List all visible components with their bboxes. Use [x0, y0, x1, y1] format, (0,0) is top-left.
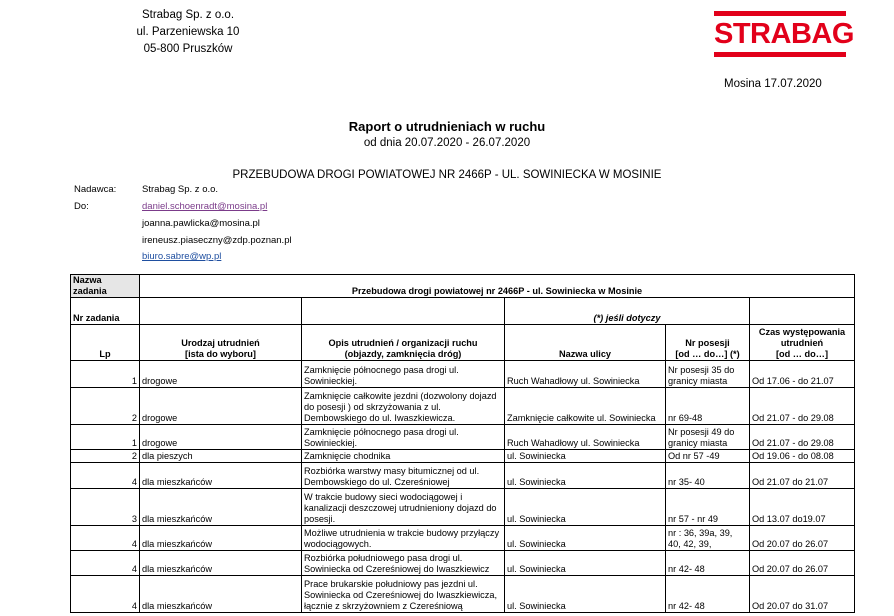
col-header-duration-line1: Czas występowania utrudnień [758, 327, 846, 348]
table-row [71, 489, 855, 526]
cell-property-no: nr 57 - nr 49 [666, 489, 750, 526]
task-number-row [71, 298, 855, 325]
cell-duration: Od 20.07 do 26.07 [750, 551, 855, 576]
logo-wordmark: STRABAG [714, 18, 854, 50]
table-row [71, 450, 855, 463]
recipient-email-link[interactable]: daniel.schoenradt@mosina.pl [142, 201, 268, 212]
col-header-type-line1: Urodzaj utrudnień [181, 338, 260, 348]
company-name: Strabag Sp. z o.o. [141, 9, 235, 21]
cell-type: dla mieszkańców [140, 551, 302, 576]
company-city: 05-800 Pruszków [143, 43, 233, 55]
cell-duration: Od 17.06 - do 21.07 [750, 361, 855, 388]
cell-type: drogowe [140, 425, 302, 450]
col-header-lp: Lp [71, 325, 140, 361]
company-street: ul. Parzeniewska 10 [136, 26, 240, 38]
empty-cell [750, 298, 855, 325]
cell-property-no: nr 42- 48 [666, 576, 750, 613]
cell-property-no: Od nr 57 -49 [666, 450, 750, 463]
cell-street: ul. Sowiniecka [505, 489, 666, 526]
cell-duration: Od 20.07 do 31.07 [750, 576, 855, 613]
company-address [118, 7, 258, 58]
table-row [71, 463, 855, 489]
cell-lp: 4 [71, 526, 140, 551]
empty-cell [302, 298, 505, 325]
cell-description: Prace brukarskie południowy pas jezdni ul. Sowiniecka od Czereśniowej do Iwaszkiewicza, łącznie z skrzyżowniem z Czereśniową [302, 576, 505, 613]
cell-street: ul. Sowiniecka [505, 450, 666, 463]
strabag-logo [714, 11, 854, 57]
recipient-email: joanna.pawlicka@mosina.pl [142, 218, 260, 229]
cell-lp: 2 [71, 388, 140, 425]
cell-property-no: Nr posesji 49 do granicy miasta [666, 425, 750, 450]
col-header-description-line2: (objazdy, zamknięcia dróg) [344, 349, 462, 359]
cell-description: W trakcie budowy sieci wodociągowej i kanalizacji deszczowej utrudnieniony dojazd do posesji. [302, 489, 505, 526]
cell-type: drogowe [140, 361, 302, 388]
col-header-duration-line2: [od … do…] [775, 349, 829, 359]
optional-note: (*) jeśli dotyczy [505, 298, 750, 325]
cell-street: ul. Sowiniecka [505, 551, 666, 576]
cell-property-no: Nr posesji 35 do granicy miasta [666, 361, 750, 388]
cell-property-no: nr 35- 40 [666, 463, 750, 489]
recipient-email-link[interactable]: biuro.sabre@wp.pl [142, 251, 222, 262]
table-row [71, 425, 855, 450]
cell-lp: 3 [71, 489, 140, 526]
col-header-type [140, 325, 302, 361]
cell-duration: Od 21.07 do 21.07 [750, 463, 855, 489]
report-period: od dnia 20.07.2020 - 26.07.2020 [363, 137, 531, 149]
cell-type: dla mieszkańców [140, 463, 302, 489]
cell-street: ul. Sowiniecka [505, 576, 666, 613]
sender-label: Nadawca: [74, 184, 117, 195]
cell-type: dla mieszkańców [140, 489, 302, 526]
cell-lp: 4 [71, 463, 140, 489]
sender-value: Strabag Sp. z o.o. [142, 184, 219, 195]
cell-duration: Od 20.07 do 26.07 [750, 526, 855, 551]
task-number-label: Nr zadania [71, 298, 140, 325]
col-header-property-no-line1: Nr posesji [685, 338, 730, 348]
col-header-duration [750, 325, 855, 361]
place-date: Mosina 17.07.2020 [724, 78, 822, 90]
cell-duration: Od 21.07 - do 29.08 [750, 388, 855, 425]
cell-street: Ruch Wahadłowy ul. Sowiniecka [505, 425, 666, 450]
table-row [71, 551, 855, 576]
col-header-description [302, 325, 505, 361]
cell-lp: 4 [71, 551, 140, 576]
recipient-email: ireneusz.piaseczny@zdp.poznan.pl [142, 235, 292, 246]
col-header-description-line1: Opis utrudnień / organizacji ruchu [328, 338, 478, 348]
to-label: Do: [74, 201, 89, 212]
cell-street: ul. Sowiniecka [505, 526, 666, 551]
col-header-type-line2: [ista do wyboru] [185, 349, 256, 359]
cell-lp: 2 [71, 450, 140, 463]
project-title: PRZEBUDOWA DROGI POWIATOWEJ NR 2466P - UL. SOWINIECKA W MOSINIE [232, 169, 662, 181]
cell-type: dla mieszkańców [140, 576, 302, 613]
col-header-property-no [666, 325, 750, 361]
table-row [71, 361, 855, 388]
cell-type: drogowe [140, 388, 302, 425]
table-header-row [71, 325, 855, 361]
table-row [71, 576, 855, 613]
cell-property-no: nr 69-48 [666, 388, 750, 425]
cell-lp: 4 [71, 576, 140, 613]
cell-lp: 1 [71, 361, 140, 388]
task-name-row [71, 275, 855, 298]
cell-type: dla pieszych [140, 450, 302, 463]
cell-description: Rozbiórka południowego pasa drogi ul. Sowiniecka od Czereśniowej do Iwaszkiewicz [302, 551, 505, 576]
disruption-table [70, 274, 855, 613]
cell-description: Zamknięcie chodnika [302, 450, 505, 463]
cell-property-no: nr : 36, 39a, 39, 40, 42, 39, [666, 526, 750, 551]
cell-description: Rozbiórka warstwy masy bitumicznej od ul. Dembowskiego do ul. Czereśniowej [302, 463, 505, 489]
cell-duration: Od 21.07 - do 29.08 [750, 425, 855, 450]
cell-street: Zamknięcie całkowite ul. Sowiniecka [505, 388, 666, 425]
col-header-property-no-line2: [od … do…] (*) [675, 349, 740, 359]
cell-type: dla mieszkańców [140, 526, 302, 551]
cell-property-no: nr 42- 48 [666, 551, 750, 576]
cell-description: Zamknięcie północnego pasa drogi ul. Sowinieckiej. [302, 361, 505, 388]
cell-street: Ruch Wahadłowy ul. Sowiniecka [505, 361, 666, 388]
col-header-street: Nazwa ulicy [505, 325, 666, 361]
task-name-value: Przebudowa drogi powiatowej nr 2466P - ul. Sowiniecka w Mosinie [140, 275, 855, 298]
logo-bottom-bar [714, 52, 846, 57]
cell-duration: Od 13.07 do19.07 [750, 489, 855, 526]
task-name-label: Nazwa zadania [71, 275, 140, 298]
cell-street: ul. Sowiniecka [505, 463, 666, 489]
cell-description: Zamknięcie całkowite jezdni (dozwolony dojazd do posesji ) od skrzyżowania z ul. Dembowskiego do ul. Iwaszkiewicza. [302, 388, 505, 425]
cell-duration: Od 19.06 - do 08.08 [750, 450, 855, 463]
cell-lp: 1 [71, 425, 140, 450]
table-row [71, 526, 855, 551]
cell-description: Możliwe utrudnienia w trakcie budowy przyłączy wodociągowych. [302, 526, 505, 551]
empty-cell [140, 298, 302, 325]
cell-description: Zamknięcie północnego pasa drogi ul. Sowinieckiej. [302, 425, 505, 450]
table-row [71, 388, 855, 425]
report-title: Raport o utrudnieniach w ruchu [348, 119, 546, 134]
